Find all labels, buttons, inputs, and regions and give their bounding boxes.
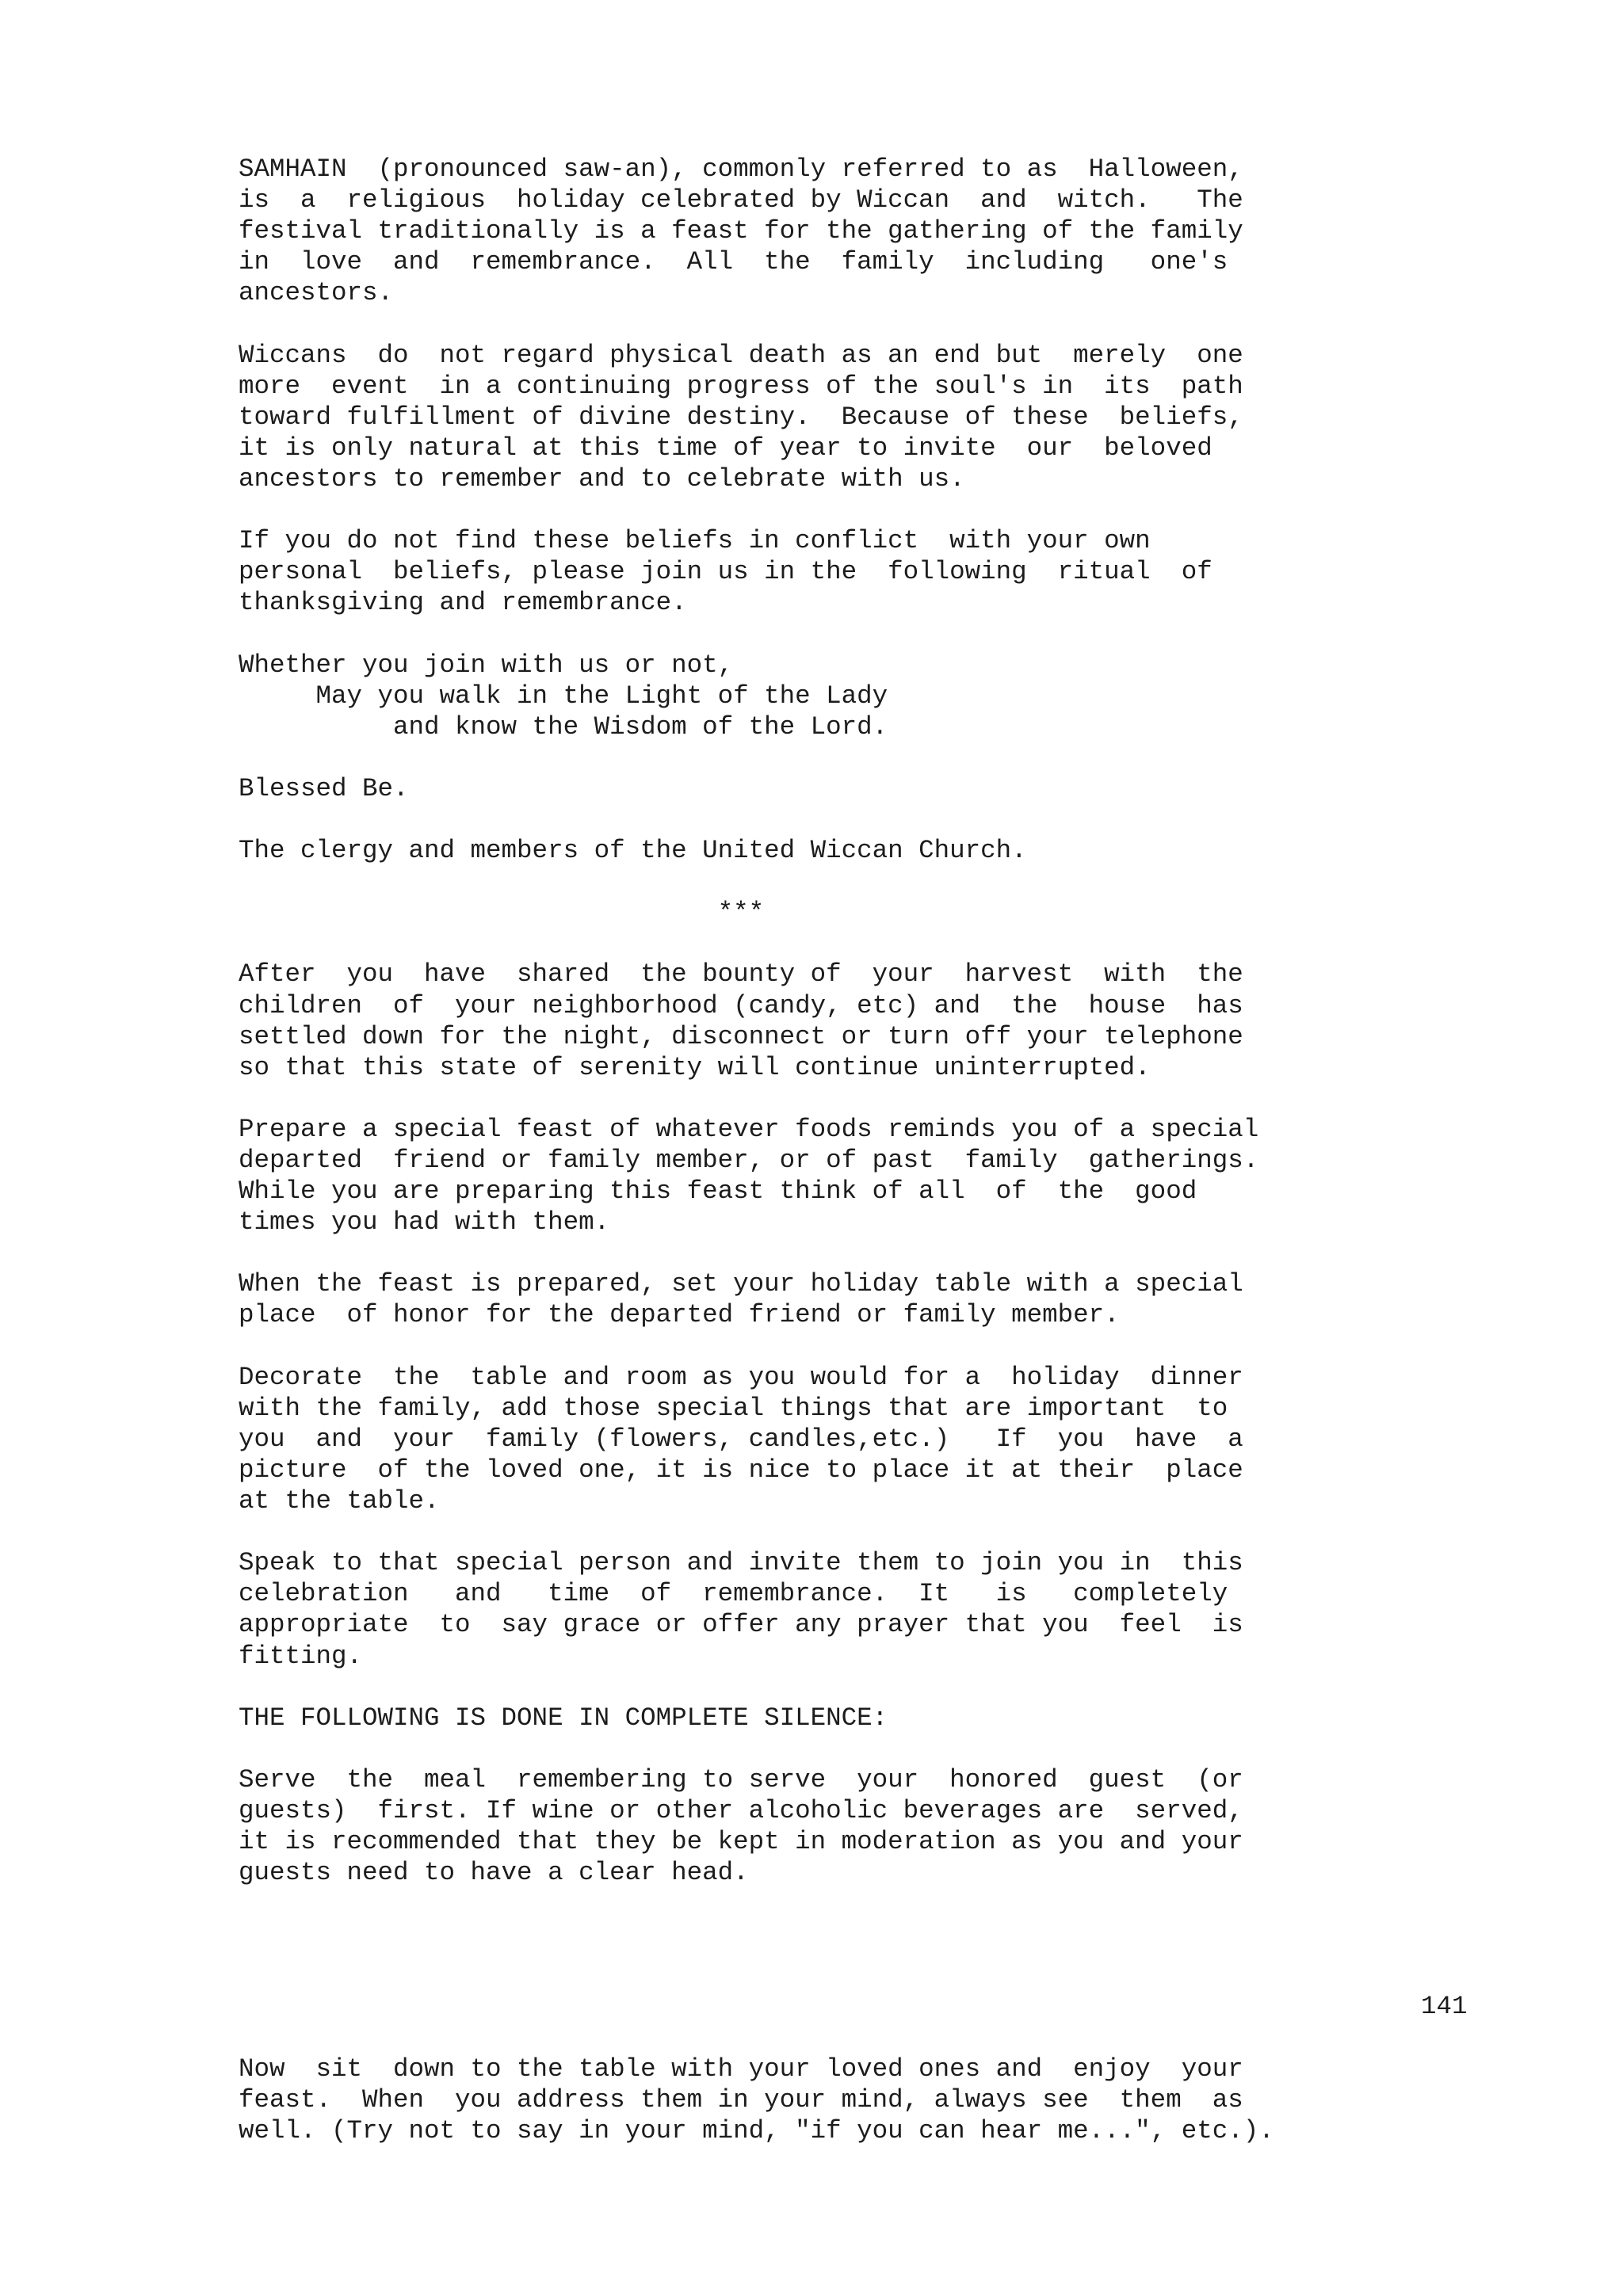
next-page-text: Now sit down to the table with your loved ones and enjoy your feast. When you address them in your mind, always see them as well. (Try not to say in your mind, "if you can hear me...", etc.). (239, 2054, 1274, 2146)
page-number: 141 (1421, 1992, 1468, 2021)
document-body-text: SAMHAIN (pronounced saw-an), commonly referred to as Halloween, is a religious holiday celebrated by Wiccan and witch. The festival traditionally is a feast for the gathering of the family in love and remembrance. All the family including one's ancestors. Wiccans do not regard physical death as an end but merely one more event in a continuing progress of the soul's in its path toward fulfillment of divine destiny. Because of these beliefs, it is only natural at this time of year to invite our beloved ancestors to remember and to celebrate with us. If you do not find these beliefs in conflict with your own personal beliefs, please join us in the following ritual of thanksgiving and remembrance. Whether you join with us or not, May you walk in the Light of the Lady and know the Wisdom of the Lord. Blessed Be. The clergy and members of the United Wiccan Church. *** After you have shared the bounty of your harvest with the children of your neighborhood (candy, etc) and the house has settled down for the night, disconnect or turn off your telephone so that this state of serenity will continue uninterrupted. Prepare a special feast of whatever foods reminds you of a special departed friend or family member, or of past family gatherings. While you are preparing this feast think of all of the good times you had with them. When the feast is prepared, set your holiday table with a special place of honor for the departed friend or family member. Decorate the table and room as you would for a holiday dinner with the family, add those special things that are important to you and your family (flowers, candles,etc.) If you have a picture of the loved one, it is nice to place it at their place at the table. Speak to that special person and invite them to join you in this celebration and time of remembrance. It is completely appropriate to say grace or offer any prayer that you feel is fitting. THE FOLLOWING IS DONE IN COMPLETE SILENCE: Serve the meal remembering to serve your honored guest (or guests) first. If wine or other alcoholic beverages are served, it is recommended that they be kept in moderation as you and your guests need to have a clear head. (239, 154, 1259, 1888)
